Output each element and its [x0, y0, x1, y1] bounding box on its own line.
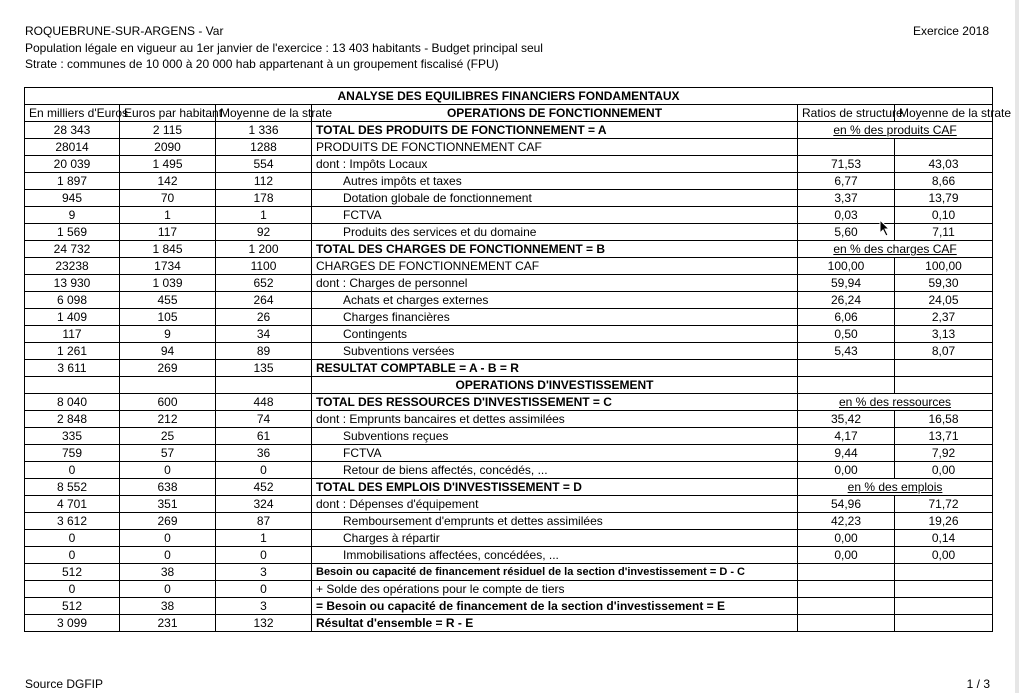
cell-moyenne-strate: 34 — [216, 326, 312, 343]
cell-moyenne-strate: 36 — [216, 445, 312, 462]
cell-moyenne-strate: 0 — [216, 581, 312, 598]
cell-euros-habitant: 0 — [120, 547, 216, 564]
empty-cell — [25, 377, 120, 394]
table-row — [25, 445, 993, 462]
cell-milliers: 3 612 — [25, 513, 120, 530]
cell-milliers: 512 — [25, 564, 120, 581]
table-row — [25, 224, 993, 241]
cell-moyenne-strate: 61 — [216, 428, 312, 445]
cell-moyenne-strate: 112 — [216, 173, 312, 190]
cell-moyenne-strate: 26 — [216, 309, 312, 326]
cell-moyenne-strate: 554 — [216, 156, 312, 173]
cell-ratio-moyenne — [895, 564, 993, 581]
cell-ratio: 6,06 — [798, 309, 895, 326]
cell-euros-habitant: 0 — [120, 462, 216, 479]
table-row — [25, 394, 993, 411]
cell-ratio-moyenne — [895, 598, 993, 615]
cell-euros-habitant: 2090 — [120, 139, 216, 156]
table-row — [25, 479, 993, 496]
cell-moyenne-strate: 1288 — [216, 139, 312, 156]
cell-moyenne-strate: 135 — [216, 360, 312, 377]
cell-ratio-moyenne — [895, 139, 993, 156]
cell-ratio: 0,50 — [798, 326, 895, 343]
cell-operation-label: Contingents — [312, 326, 798, 343]
cell-milliers: 8 552 — [25, 479, 120, 496]
table-row — [25, 564, 993, 581]
empty-cell — [216, 377, 312, 394]
cell-ratio-moyenne: 8,66 — [895, 173, 993, 190]
cell-moyenne-strate: 1 336 — [216, 122, 312, 139]
table-row — [25, 139, 993, 156]
empty-cell — [895, 377, 993, 394]
cell-operation-label: FCTVA — [312, 445, 798, 462]
cell-operation-label: + Solde des opérations pour le compte de tiers — [312, 581, 798, 598]
source-label: Source DGFIP — [25, 677, 104, 691]
cell-operation-label: TOTAL DES CHARGES DE FONCTIONNEMENT = B — [312, 241, 798, 258]
cell-ratio-moyenne: 24,05 — [895, 292, 993, 309]
cell-ratio: 5,60 — [798, 224, 895, 241]
table-row — [25, 581, 993, 598]
cell-ratio-moyenne: 19,26 — [895, 513, 993, 530]
cell-milliers: 24 732 — [25, 241, 120, 258]
cell-moyenne-strate: 92 — [216, 224, 312, 241]
table-row — [25, 292, 993, 309]
table-row — [25, 411, 993, 428]
cell-operation-label: dont : Impôts Locaux — [312, 156, 798, 173]
cell-operation-label: dont : Dépenses d'équipement — [312, 496, 798, 513]
cell-ratio: 9,44 — [798, 445, 895, 462]
cell-moyenne-strate: 178 — [216, 190, 312, 207]
cell-ratio-moyenne: 71,72 — [895, 496, 993, 513]
cell-milliers: 0 — [25, 581, 120, 598]
cell-operation-label: Immobilisations affectées, concédées, ... — [312, 547, 798, 564]
cell-moyenne-strate: 0 — [216, 547, 312, 564]
table-row — [25, 326, 993, 343]
cell-milliers: 117 — [25, 326, 120, 343]
table-row — [25, 173, 993, 190]
cell-moyenne-strate: 3 — [216, 598, 312, 615]
cell-ratio-moyenne — [895, 360, 993, 377]
cell-ratio-moyenne: 0,10 — [895, 207, 993, 224]
cell-euros-habitant: 1 495 — [120, 156, 216, 173]
cell-operation-label: CHARGES DE FONCTIONNEMENT CAF — [312, 258, 798, 275]
table-row — [25, 343, 993, 360]
financial-table — [24, 87, 1012, 632]
cell-moyenne-strate: 1 200 — [216, 241, 312, 258]
table-row — [25, 207, 993, 224]
cell-euros-habitant: 117 — [120, 224, 216, 241]
cell-milliers: 1 569 — [25, 224, 120, 241]
empty-cell — [798, 377, 895, 394]
cell-ratio: 35,42 — [798, 411, 895, 428]
cell-ratio: 3,37 — [798, 190, 895, 207]
cell-euros-habitant: 70 — [120, 190, 216, 207]
cell-milliers: 13 930 — [25, 275, 120, 292]
mouse-cursor-icon — [879, 219, 891, 237]
cell-euros-habitant: 638 — [120, 479, 216, 496]
cell-milliers: 9 — [25, 207, 120, 224]
cell-milliers: 3 611 — [25, 360, 120, 377]
cell-ratio-moyenne: 2,37 — [895, 309, 993, 326]
cell-ratio-moyenne: 43,03 — [895, 156, 993, 173]
cell-milliers: 0 — [25, 462, 120, 479]
cell-ratio: 6,77 — [798, 173, 895, 190]
cell-moyenne-strate: 324 — [216, 496, 312, 513]
cell-operation-label: RESULTAT COMPTABLE = A - B = R — [312, 360, 798, 377]
table-row — [25, 258, 993, 275]
cell-operation-label: Subventions versées — [312, 343, 798, 360]
cell-operation-label: TOTAL DES EMPLOIS D'INVESTISSEMENT = D — [312, 479, 798, 496]
cell-operation-label: Charges financières — [312, 309, 798, 326]
cell-milliers: 0 — [25, 547, 120, 564]
cell-euros-habitant: 105 — [120, 309, 216, 326]
cell-euros-habitant: 212 — [120, 411, 216, 428]
empty-cell — [120, 377, 216, 394]
table-row — [25, 547, 993, 564]
table-row — [25, 275, 993, 292]
cell-milliers: 8 040 — [25, 394, 120, 411]
cell-ratio — [798, 360, 895, 377]
cell-euros-habitant: 1 039 — [120, 275, 216, 292]
cell-euros-habitant: 0 — [120, 530, 216, 547]
cell-euros-habitant: 1734 — [120, 258, 216, 275]
cell-milliers: 4 701 — [25, 496, 120, 513]
table-row — [25, 530, 993, 547]
cell-moyenne-strate: 452 — [216, 479, 312, 496]
cell-operation-label: dont : Emprunts bancaires et dettes assimilées — [312, 411, 798, 428]
table-row — [25, 360, 993, 377]
cell-milliers: 512 — [25, 598, 120, 615]
cell-euros-habitant: 94 — [120, 343, 216, 360]
cell-milliers: 23238 — [25, 258, 120, 275]
cell-ratio-moyenne: 100,00 — [895, 258, 993, 275]
cell-ratio-header: en % des charges CAF — [798, 241, 993, 258]
cell-moyenne-strate: 89 — [216, 343, 312, 360]
cell-euros-habitant: 269 — [120, 513, 216, 530]
cell-ratio-moyenne — [895, 581, 993, 598]
cell-ratio — [798, 598, 895, 615]
cell-milliers: 945 — [25, 190, 120, 207]
table-row — [25, 190, 993, 207]
cell-ratio-moyenne: 59,30 — [895, 275, 993, 292]
cell-euros-habitant: 38 — [120, 564, 216, 581]
table-row — [25, 513, 993, 530]
cell-milliers: 1 409 — [25, 309, 120, 326]
cell-ratio: 26,24 — [798, 292, 895, 309]
cell-moyenne-strate: 74 — [216, 411, 312, 428]
cell-operation-label: Produits des services et du domaine — [312, 224, 798, 241]
cell-operation-label: Dotation globale de fonctionnement — [312, 190, 798, 207]
col-header-ratios: Ratios de structure — [798, 105, 895, 122]
cell-euros-habitant: 142 — [120, 173, 216, 190]
cell-milliers: 28 343 — [25, 122, 120, 139]
cell-ratio: 71,53 — [798, 156, 895, 173]
cell-operation-label: Charges à répartir — [312, 530, 798, 547]
column-header-row — [25, 105, 993, 122]
table-row — [25, 598, 993, 615]
cell-ratio: 100,00 — [798, 258, 895, 275]
cell-milliers: 6 098 — [25, 292, 120, 309]
col-header-operations: OPERATIONS DE FONCTIONNEMENT — [312, 105, 798, 122]
page-number: 1 / 3 — [966, 677, 990, 691]
table-row — [25, 309, 993, 326]
cell-ratio-moyenne: 7,11 — [895, 224, 993, 241]
cell-operation-label: Retour de biens affectés, concédés, ... — [312, 462, 798, 479]
cell-moyenne-strate: 3 — [216, 564, 312, 581]
cell-ratio-header: en % des ressources — [798, 394, 993, 411]
cell-euros-habitant: 0 — [120, 581, 216, 598]
cell-ratio: 0,00 — [798, 530, 895, 547]
table-title: ANALYSE DES EQUILIBRES FINANCIERS FONDAMENTAUX — [25, 88, 993, 105]
cell-ratio-moyenne: 13,79 — [895, 190, 993, 207]
cell-operation-label: Remboursement d'emprunts et dettes assimilées — [312, 513, 798, 530]
cell-ratio: 4,17 — [798, 428, 895, 445]
cell-milliers: 0 — [25, 530, 120, 547]
cell-ratio-moyenne: 0,14 — [895, 530, 993, 547]
cell-ratio — [798, 581, 895, 598]
cell-euros-habitant: 269 — [120, 360, 216, 377]
cell-operation-label: Achats et charges externes — [312, 292, 798, 309]
section-title: OPERATIONS D'INVESTISSEMENT — [312, 377, 798, 394]
cell-ratio: 0,00 — [798, 462, 895, 479]
cell-euros-habitant: 57 — [120, 445, 216, 462]
cell-euros-habitant: 9 — [120, 326, 216, 343]
col-header-euros-habitant: Euros par habitant — [120, 105, 216, 122]
cell-euros-habitant: 231 — [120, 615, 216, 632]
exercice-year: Exercice 2018 — [912, 24, 989, 38]
table-title-row — [25, 88, 993, 105]
cell-ratio-moyenne: 7,92 — [895, 445, 993, 462]
cell-moyenne-strate: 448 — [216, 394, 312, 411]
section-header-row — [25, 377, 993, 394]
cell-milliers: 759 — [25, 445, 120, 462]
cell-ratio-header: en % des produits CAF — [798, 122, 993, 139]
col-header-milliers: En milliers d'Euros — [25, 105, 120, 122]
cell-euros-habitant: 351 — [120, 496, 216, 513]
table-row — [25, 122, 993, 139]
col-header-moyenne-strate-ratio: Moyenne de la strate — [895, 105, 993, 122]
cell-ratio — [798, 615, 895, 632]
cell-moyenne-strate: 264 — [216, 292, 312, 309]
cell-ratio-moyenne: 13,71 — [895, 428, 993, 445]
cell-euros-habitant: 2 115 — [120, 122, 216, 139]
cell-ratio-moyenne — [895, 615, 993, 632]
cell-ratio: 42,23 — [798, 513, 895, 530]
cell-euros-habitant: 1 — [120, 207, 216, 224]
cell-operation-label: TOTAL DES PRODUITS DE FONCTIONNEMENT = A — [312, 122, 798, 139]
population-info: Population légale en vigueur au 1er janvier de l'exercice : 13 403 habitants - Budget principal seul — [25, 41, 543, 55]
table-row — [25, 615, 993, 632]
cell-euros-habitant: 1 845 — [120, 241, 216, 258]
col-header-moyenne-strate: Moyenne de la strate — [216, 105, 312, 122]
table-row — [25, 496, 993, 513]
commune-name: ROQUEBRUNE-SUR-ARGENS - Var — [25, 24, 224, 38]
cell-milliers: 20 039 — [25, 156, 120, 173]
cell-ratio-moyenne: 0,00 — [895, 462, 993, 479]
cell-ratio: 0,00 — [798, 547, 895, 564]
cell-euros-habitant: 600 — [120, 394, 216, 411]
cell-operation-label: Autres impôts et taxes — [312, 173, 798, 190]
cell-operation-label: dont : Charges de personnel — [312, 275, 798, 292]
cell-ratio-moyenne: 0,00 — [895, 547, 993, 564]
cell-operation-label: Besoin ou capacité de financement résiduel de la section d'investissement = D - C — [312, 564, 798, 581]
cell-moyenne-strate: 87 — [216, 513, 312, 530]
cell-milliers: 3 099 — [25, 615, 120, 632]
cell-euros-habitant: 25 — [120, 428, 216, 445]
cell-milliers: 1 897 — [25, 173, 120, 190]
cell-moyenne-strate: 0 — [216, 462, 312, 479]
cell-operation-label: Subventions reçues — [312, 428, 798, 445]
cell-operation-label: Résultat d'ensemble = R - E — [312, 615, 798, 632]
table-row — [25, 428, 993, 445]
cell-ratio-moyenne: 16,58 — [895, 411, 993, 428]
cell-milliers: 335 — [25, 428, 120, 445]
cell-moyenne-strate: 1100 — [216, 258, 312, 275]
cell-moyenne-strate: 652 — [216, 275, 312, 292]
cell-ratio — [798, 139, 895, 156]
cell-ratio — [798, 564, 895, 581]
cell-euros-habitant: 38 — [120, 598, 216, 615]
table-row — [25, 241, 993, 258]
strate-info: Strate : communes de 10 000 à 20 000 hab appartenant à un groupement fiscalisé (FPU) — [25, 57, 499, 71]
cell-operation-label: = Besoin ou capacité de financement de la section d'investissement = E — [312, 598, 798, 615]
cell-euros-habitant: 455 — [120, 292, 216, 309]
cell-moyenne-strate: 1 — [216, 207, 312, 224]
cell-moyenne-strate: 1 — [216, 530, 312, 547]
cell-ratio: 0,03 — [798, 207, 895, 224]
cell-moyenne-strate: 132 — [216, 615, 312, 632]
scrollbar[interactable] — [1015, 0, 1019, 693]
cell-ratio-moyenne: 8,07 — [895, 343, 993, 360]
table-row — [25, 462, 993, 479]
cell-ratio: 5,43 — [798, 343, 895, 360]
cell-ratio: 54,96 — [798, 496, 895, 513]
cell-ratio-header: en % des emplois — [798, 479, 993, 496]
cell-milliers: 28014 — [25, 139, 120, 156]
cell-milliers: 2 848 — [25, 411, 120, 428]
cell-operation-label: FCTVA — [312, 207, 798, 224]
cell-operation-label: PRODUITS DE FONCTIONNEMENT CAF — [312, 139, 798, 156]
cell-ratio: 59,94 — [798, 275, 895, 292]
cell-ratio-moyenne: 3,13 — [895, 326, 993, 343]
table-row — [25, 156, 993, 173]
cell-milliers: 1 261 — [25, 343, 120, 360]
cell-operation-label: TOTAL DES RESSOURCES D'INVESTISSEMENT = C — [312, 394, 798, 411]
